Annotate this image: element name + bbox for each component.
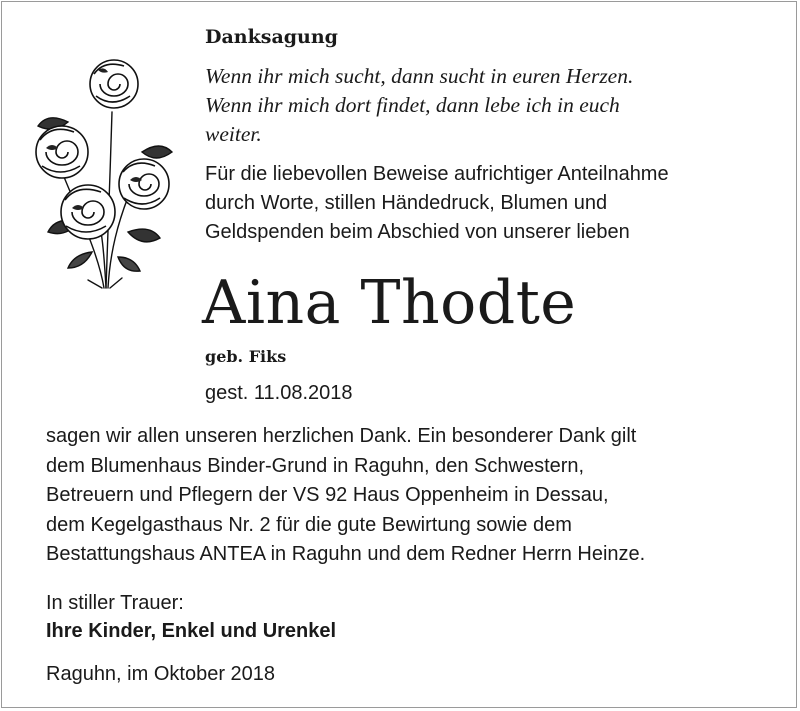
roses-icon <box>18 52 178 292</box>
intro-text <box>205 160 790 247</box>
notice-heading: Danksagung <box>205 26 338 48</box>
signature-names: Ihre Kinder, Enkel und Urenkel <box>46 620 337 642</box>
place-date: Raguhn, im Oktober 2018 <box>46 663 276 685</box>
thanks-line: Bestattungshaus ANTEA in Raguhn und dem Redner Herrn Heinze. <box>46 543 646 565</box>
thanks-line: dem Blumenhaus Binder-Grund in Raguhn, den Schwestern, <box>46 454 585 477</box>
thanks-line: dem Kegelgasthaus Nr. 2 für die gute Bewirtung sowie dem <box>46 513 572 536</box>
signature-label: In stiller Trauer: <box>46 592 184 614</box>
quote-line: Wenn ihr mich sucht, dann sucht in euren Herzen. <box>205 64 634 88</box>
death-date: gest. 11.08.2018 <box>205 382 353 404</box>
intro-line: durch Worte, stillen Händedruck, Blumen und <box>205 192 608 214</box>
quote-line: Wenn ihr mich dort findet, dann lebe ich in euch <box>205 93 620 117</box>
deceased-name: Aina Thodte <box>202 268 577 338</box>
thanks-line: sagen wir allen unseren herzlichen Dank. Ein besonderer Dank gilt <box>46 425 637 447</box>
intro-line: Geldspenden beim Abschied von unserer lieben <box>205 221 630 243</box>
thanks-text <box>46 422 786 570</box>
thanks-line: Betreuern und Pflegern der VS 92 Haus Oppenheim in Dessau, <box>46 484 609 506</box>
quote-line: weiter. <box>205 122 262 146</box>
birth-name: geb. Fiks <box>205 347 287 366</box>
memorial-quote <box>205 62 785 149</box>
intro-line: Für die liebevollen Beweise aufrichtiger Anteilnahme <box>205 163 669 185</box>
